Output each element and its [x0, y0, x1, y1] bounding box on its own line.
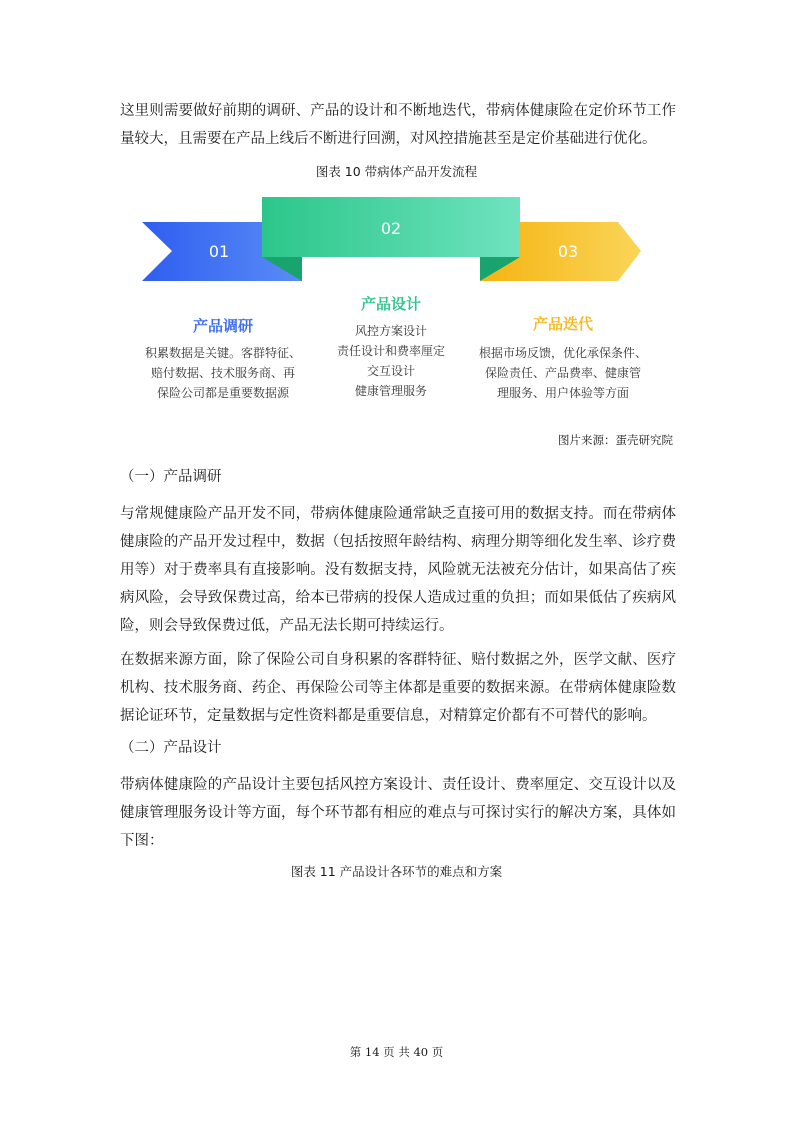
section1-paragraph-1: 与常规健康险产品开发不同，带病体健康险通常缺乏直接可用的数据支持。而在带病体健康险的产品开发过程中，数据（包括按照年龄结构、病理分期等细化发生率、诊疗费用等）对于费率具有直接影响。没有数据支持，风险就无法被充分估计，如果高估了疾病风险，会导致保费过高，给本已带病的投保人造成过重的负担；而如果低估了疾病风险，则会导致保费过低，产品无法长期可持续运行。: [120, 506, 676, 634]
figure11-caption: 图表 11 产品设计各环节的难点和方案: [290, 864, 503, 879]
stage2-line: 健康管理服务: [354, 384, 427, 398]
stage2-line: 风控方案设计: [354, 324, 427, 338]
stage2-title: 产品设计: [360, 295, 421, 313]
stage3-line: 保险责任、产品费率、健康管: [484, 366, 641, 380]
stage2-line: 交互设计: [366, 364, 415, 378]
section1-heading: （一）产品调研: [120, 469, 222, 485]
product-development-flow-diagram: [0, 185, 793, 420]
section2-heading: （二）产品设计: [120, 740, 222, 756]
section1-paragraph-2: 在数据来源方面，除了保险公司自身积累的客群特征、赔付数据之外，医学文献、医疗机构、技术服务商、药企、再保险公司等主体都是重要的数据来源。在带病体健康险数据论证环节，定量数据与定性资料都是重要信息，对精算定价都有不可替代的影响。: [120, 652, 676, 724]
stage1-line: 赔付数据、技术服务商、再: [150, 366, 295, 380]
stage3-description: [463, 343, 663, 403]
stage3-line: 理服务、用户体验等方面: [496, 386, 629, 400]
stage1-number: 01: [208, 242, 230, 261]
stage3-number: 03: [557, 242, 579, 261]
stage2-description: [291, 321, 491, 401]
stage1-title: 产品调研: [192, 317, 253, 335]
page-footer: 第 14 页 共 40 页: [349, 1045, 444, 1059]
section2-paragraph: 带病体健康险的产品设计主要包括风控方案设计、责任设计、费率厘定、交互设计以及健康管理服务设计等方面，每个环节都有相应的难点与可探讨实行的解决方案，具体如下图：: [120, 777, 676, 849]
stage2-number: 02: [380, 219, 402, 238]
stage1-line: 保险公司都是重要数据源: [156, 386, 289, 400]
stage3-title: 产品迭代: [532, 315, 593, 333]
figure10-source: 图片来源：蛋壳研究院: [558, 433, 673, 447]
figure10-caption: 图表 10 带病体产品开发流程: [315, 164, 478, 179]
intro-paragraph: 这里则需要做好前期的调研、产品的设计和不断地迭代，带病体健康险在定价环节工作量较大，且需要在产品上线后不断进行回溯，对风控措施甚至是定价基础进行优化。: [120, 103, 676, 147]
stage3-line: 根据市场反馈，优化承保条件、: [478, 346, 647, 360]
stage1-line: 积累数据是关键。客群特征、: [144, 346, 301, 360]
flow-arrows: [0, 185, 793, 295]
stage2-line: 责任设计和费率厘定: [336, 344, 445, 358]
